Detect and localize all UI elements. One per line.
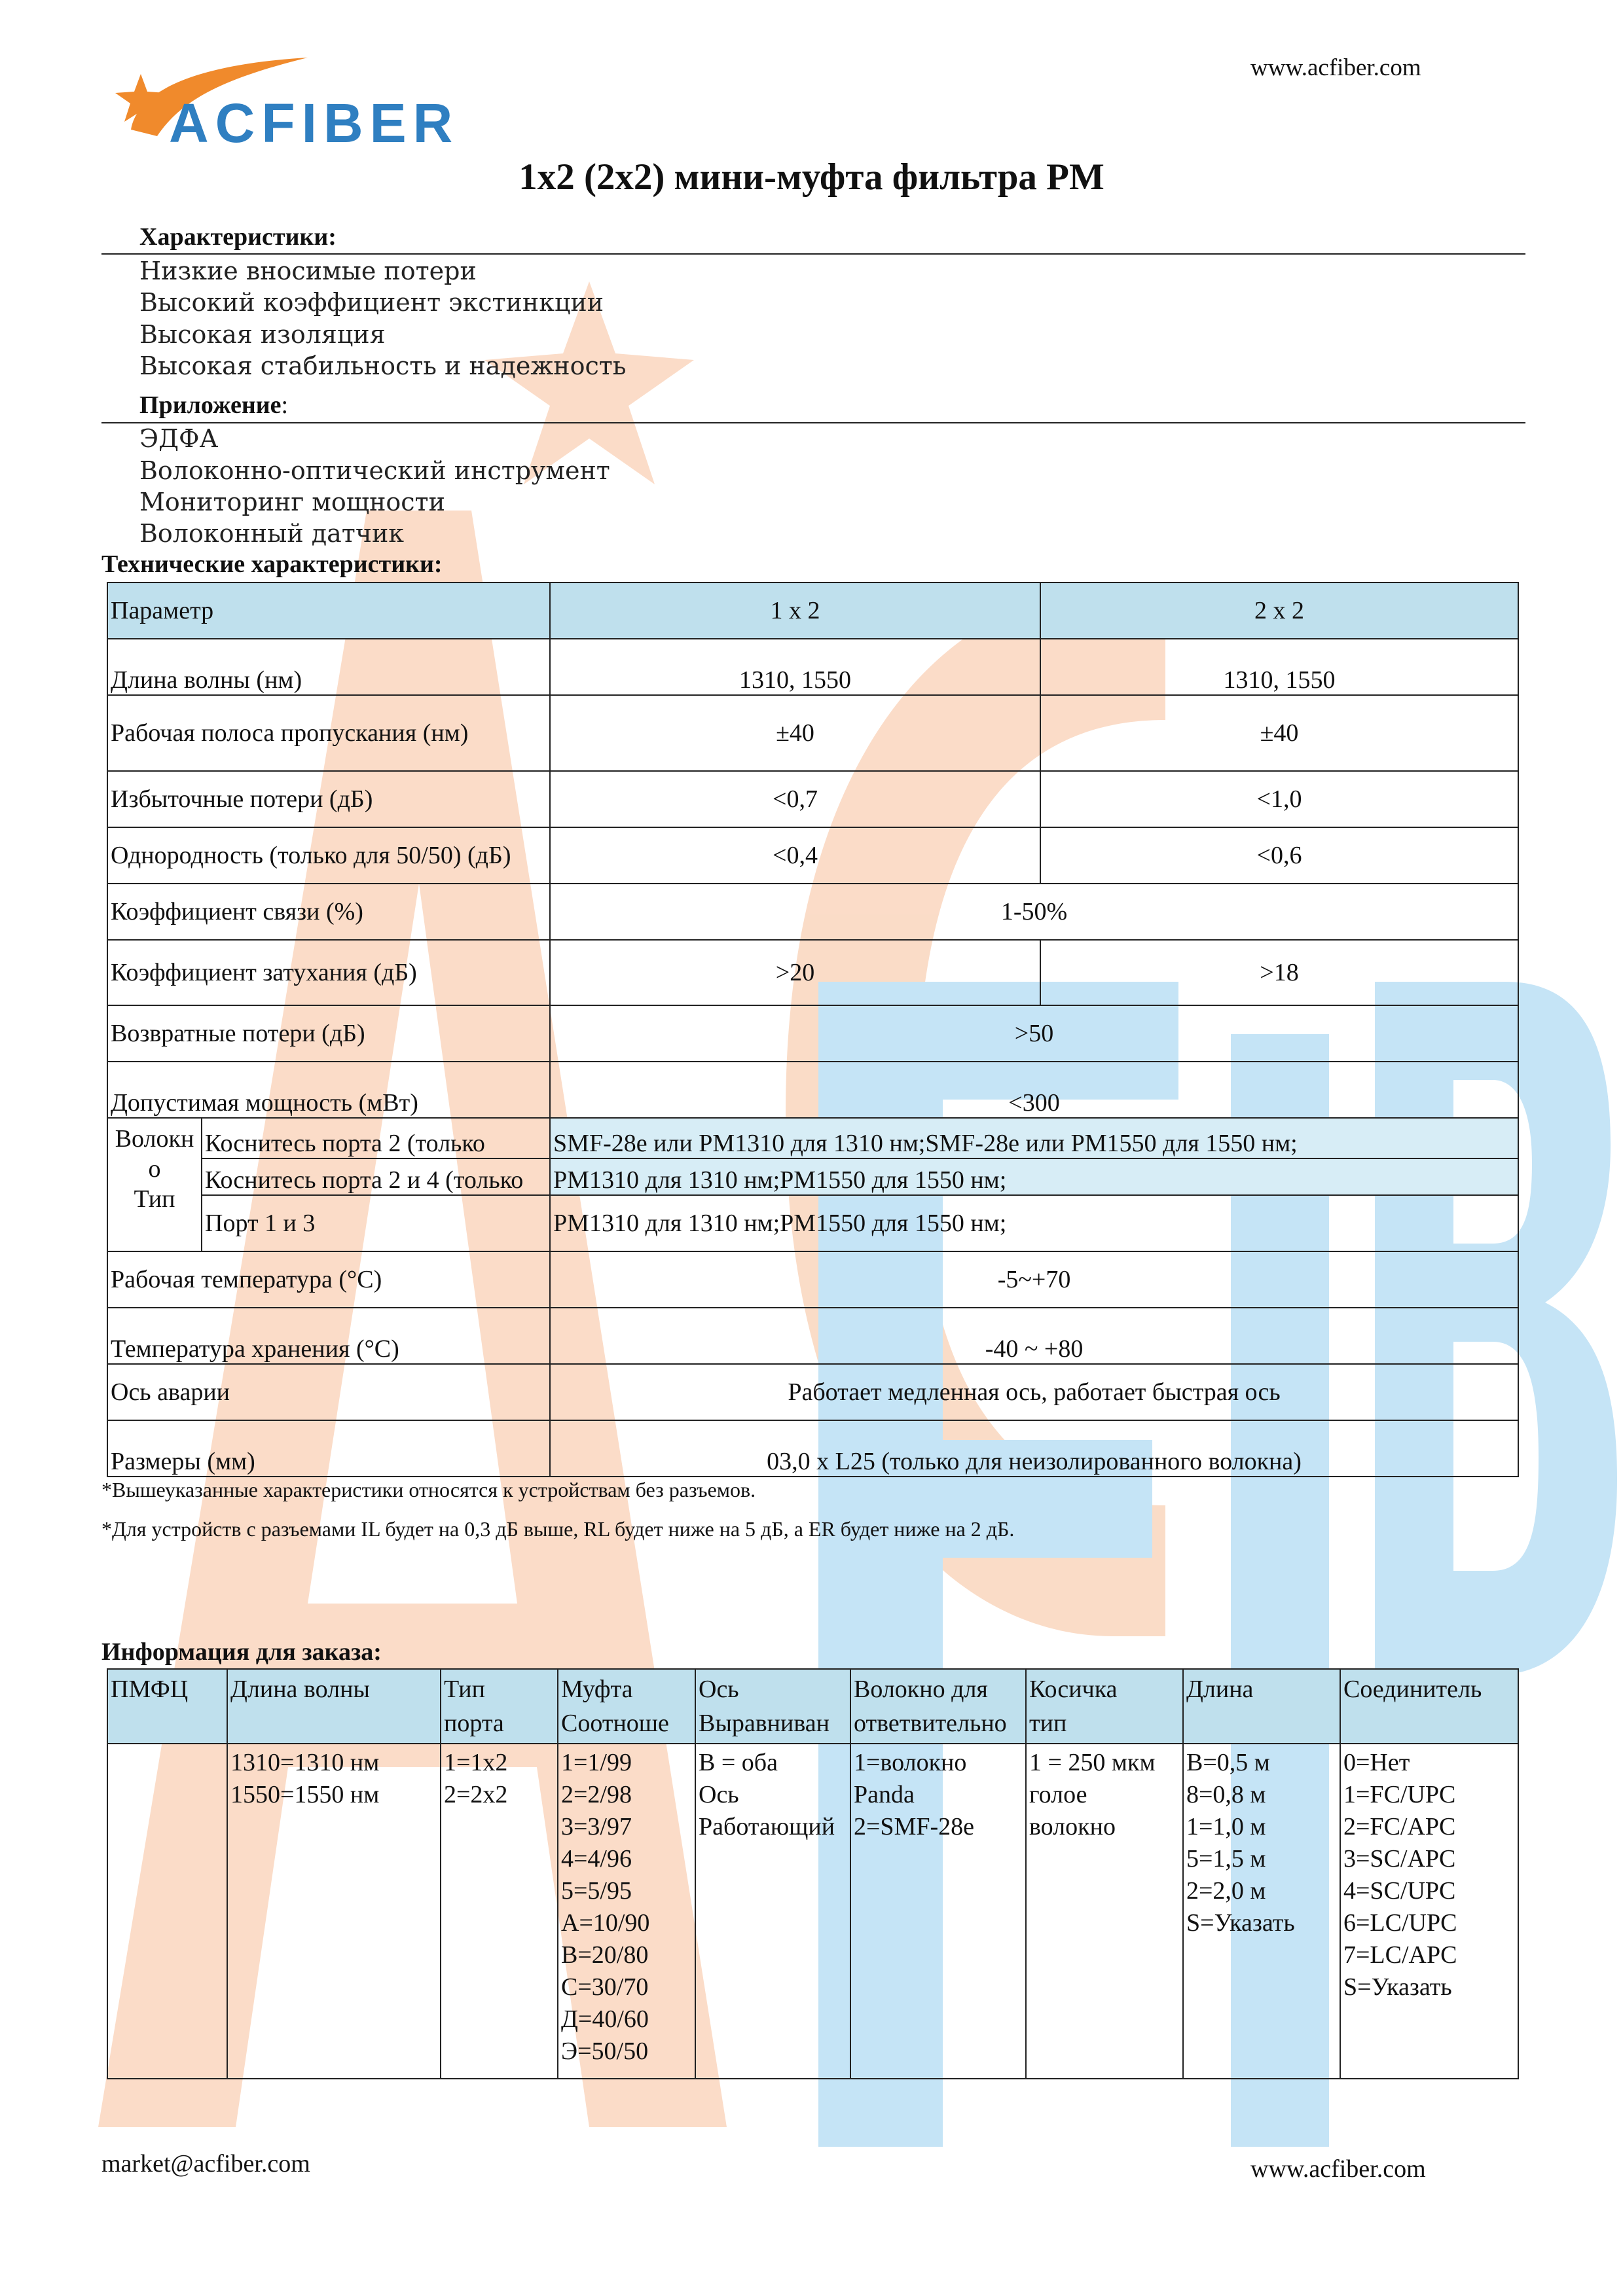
- ordering-cell-port-type: 1=1x2 2=2x2: [441, 1744, 558, 2079]
- specs-heading: Технические характеристики:: [101, 550, 443, 578]
- feature-item: Высокий коэффициент экстинкции: [139, 288, 604, 317]
- spec-param: Избыточные потери (дБ): [107, 771, 550, 827]
- application-item: ЭДФА: [139, 424, 219, 453]
- ordering-header-cell: ПМФЦ: [107, 1669, 227, 1744]
- spec-param: Допустимая мощность (мВт): [107, 1062, 550, 1118]
- specs-header-param: Параметр: [107, 583, 550, 639]
- spec-row: [107, 1062, 1518, 1118]
- ordering-cell-length: B=0,5 м 8=0,8 м 1=1,0 м 5=1,5 м 2=2,0 м S=Указать: [1183, 1744, 1340, 2079]
- spec-row: [107, 639, 1518, 695]
- feature-item: Низкие вносимые потери: [139, 257, 477, 285]
- fiber-type-port: Порт 1 и 3: [202, 1195, 550, 1251]
- ordering-header-row: [107, 1669, 1518, 1744]
- fiber-type-port: Коснитесь порта 2 и 4 (только: [202, 1158, 550, 1195]
- spec-row: [107, 884, 1518, 940]
- spec-note: *Для устройств с разъемами IL будет на 0,3 дБ выше, RL будет ниже на 5 дБ, а ER будет ниже на 2 дБ.: [101, 1517, 1015, 1541]
- ordering-header-cell: Ось Выравниван: [695, 1669, 850, 1744]
- spec-value-2x2: >18: [1040, 940, 1518, 1005]
- spec-row: [107, 1251, 1518, 1308]
- spec-value: 03,0 x L25 (только для неизолированного волокна): [550, 1420, 1518, 1477]
- ordering-header-cell: Муфта Соотноше: [558, 1669, 695, 1744]
- spec-note: *Вышеуказанные характеристики относятся к устройствам без разъемов.: [101, 1478, 756, 1501]
- fiber-type-port: Коснитесь порта 2 (только: [202, 1118, 550, 1158]
- spec-row: [107, 695, 1518, 771]
- application-heading: Приложение:: [139, 391, 289, 419]
- spec-param: Температура хранения (°C): [107, 1308, 550, 1364]
- ordering-heading: Информация для заказа:: [101, 1638, 382, 1666]
- spec-value-1x2: >20: [550, 940, 1040, 1005]
- ordering-header-cell: Волокно для ответвительно: [850, 1669, 1026, 1744]
- fiber-type-row: [107, 1118, 1518, 1158]
- spec-value-2x2: 1310, 1550: [1040, 639, 1518, 695]
- logo-text: ACFIBER: [169, 92, 460, 154]
- application-item: Мониторинг мощности: [139, 488, 445, 516]
- ordering-cell-pmfc: [107, 1744, 227, 2079]
- spec-param: Длина волны (нм): [107, 639, 550, 695]
- spec-param: Рабочая температура (°C): [107, 1251, 550, 1308]
- spec-param: Возвратные потери (дБ): [107, 1005, 550, 1062]
- spec-row: [107, 1308, 1518, 1364]
- spec-value-1x2: 1310, 1550: [550, 639, 1040, 695]
- ordering-cell-coupling-ratio: 1=1/99 2=2/98 3=3/97 4=4/96 5=5/95 A=10/90 B=20/80 C=30/70 Д=40/60 Э=50/50: [558, 1744, 695, 2079]
- spec-value: Работает медленная ось, работает быстрая ось: [550, 1364, 1518, 1420]
- specs-table: [107, 582, 1519, 1477]
- ordering-header-cell: Соединитель: [1340, 1669, 1518, 1744]
- ordering-cell-connector: 0=Нет 1=FC/UPC 2=FC/APC 3=SC/APC 4=SC/UPC 6=LC/UPC 7=LC/APC S=Указать: [1340, 1744, 1518, 2079]
- ordering-values-row: [107, 1744, 1518, 2079]
- spec-value: <300: [550, 1062, 1518, 1118]
- ordering-header-cell: Длина волны: [227, 1669, 441, 1744]
- application-item: Волоконный датчик: [139, 519, 405, 548]
- spec-param: Ось аварии: [107, 1364, 550, 1420]
- spec-value-2x2: ±40: [1040, 695, 1518, 771]
- spec-param: Рабочая полоса пропускания (нм): [107, 695, 550, 771]
- specs-header-2x2: 2 x 2: [1040, 583, 1518, 639]
- fiber-type-label: Волокн о Тип: [107, 1118, 202, 1251]
- ordering-cell-wavelength: 1310=1310 нм 1550=1550 нм: [227, 1744, 441, 2079]
- spec-param: Размеры (мм): [107, 1420, 550, 1477]
- spec-param: Коэффициент затухания (дБ): [107, 940, 550, 1005]
- fiber-type-value: PM1310 для 1310 нм;PM1550 для 1550 нм;: [550, 1158, 1518, 1195]
- spec-row: [107, 1005, 1518, 1062]
- spec-value: 1-50%: [550, 884, 1518, 940]
- spec-value-2x2: <0,6: [1040, 827, 1518, 884]
- spec-value-2x2: <1,0: [1040, 771, 1518, 827]
- ordering-header-cell: Длина: [1183, 1669, 1340, 1744]
- application-divider: [101, 422, 1525, 423]
- spec-param: Коэффициент связи (%): [107, 884, 550, 940]
- ordering-table: [107, 1668, 1519, 2079]
- fiber-type-value: SMF-28e или PM1310 для 1310 нм;SMF-28e или PM1550 для 1550 нм;: [550, 1118, 1518, 1158]
- spec-value-1x2: ±40: [550, 695, 1040, 771]
- feature-item: Высокая изоляция: [139, 320, 386, 349]
- spec-row: [107, 771, 1518, 827]
- feature-item: Высокая стабильность и надежность: [139, 351, 627, 380]
- ordering-cell-axis: B = оба Ось Работающий: [695, 1744, 850, 2079]
- application-item: Волоконно-оптический инструмент: [139, 456, 610, 485]
- spec-value: >50: [550, 1005, 1518, 1062]
- features-heading: Характеристики:: [139, 223, 337, 251]
- footer-url[interactable]: www.acfiber.com: [1250, 2155, 1426, 2183]
- specs-header-1x2: 1 x 2: [550, 583, 1040, 639]
- specs-header-row: [107, 583, 1518, 639]
- spec-value: -40 ~ +80: [550, 1308, 1518, 1364]
- spec-value-1x2: <0,7: [550, 771, 1040, 827]
- spec-row: [107, 1364, 1518, 1420]
- footer-email[interactable]: market@acfiber.com: [101, 2150, 310, 2178]
- acfiber-logo: [111, 51, 478, 156]
- features-divider: [101, 253, 1525, 255]
- ordering-cell-fiber: 1=волокно Panda 2=SMF-28e: [850, 1744, 1026, 2079]
- ordering-header-cell: Тип порта: [441, 1669, 558, 1744]
- spec-row: [107, 940, 1518, 1005]
- fiber-type-row: [107, 1158, 1518, 1195]
- spec-row: [107, 1420, 1518, 1477]
- fiber-type-value: PM1310 для 1310 нм;PM1550 для 1550 нм;: [550, 1195, 1518, 1251]
- spec-value: -5~+70: [550, 1251, 1518, 1308]
- page-title: 1x2 (2x2) мини-муфта фильтра PM: [519, 156, 1104, 198]
- ordering-cell-pigtail: 1 = 250 мкм голое волокно: [1026, 1744, 1183, 2079]
- spec-param: Однородность (только для 50/50) (дБ): [107, 827, 550, 884]
- header-url[interactable]: www.acfiber.com: [1250, 54, 1421, 81]
- spec-row: [107, 827, 1518, 884]
- fiber-type-row: [107, 1195, 1518, 1251]
- spec-value-1x2: <0,4: [550, 827, 1040, 884]
- ordering-header-cell: Косичка тип: [1026, 1669, 1183, 1744]
